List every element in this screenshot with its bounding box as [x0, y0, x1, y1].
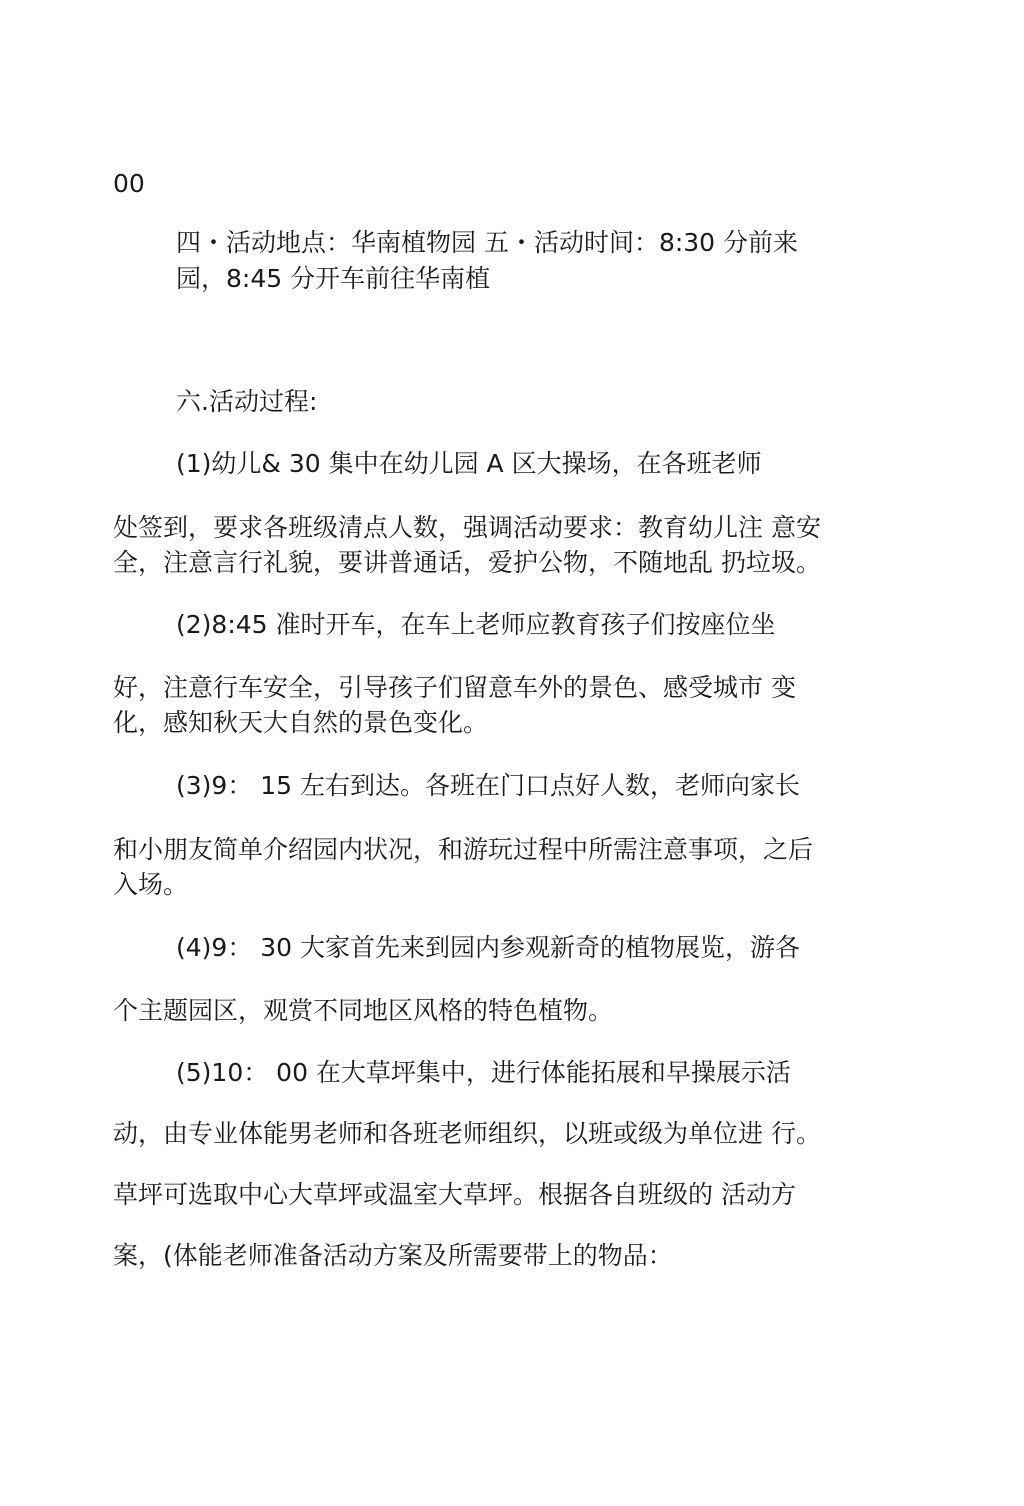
text-line: 好，注意行车安全，引导孩子们留意车外的景色、感受城市 变: [113, 673, 796, 702]
text-line: 园，8:45 分开车前往华南植: [176, 264, 491, 293]
text-line: 处签到，要求各班级清点人数，强调活动要求：教育幼儿注 意安: [113, 513, 821, 542]
text-line: 个主题园区，观赏不同地区风格的特色植物。: [113, 996, 614, 1025]
text-line: (3)9： 15 左右到达。各班在门口点好人数，老师向家长: [176, 771, 801, 800]
text-line: 动，由专业体能男老师和各班老师组织，以班或级为单位进 行。: [113, 1119, 821, 1148]
text-line: 全，注意言行礼貌，要讲普通话，爱护公物，不随地乱 扔垃圾。: [113, 548, 821, 577]
text-line: 00: [113, 169, 145, 198]
section-heading: 六.活动过程:: [176, 387, 318, 416]
text-line: (4)9： 30 大家首先来到园内参观新奇的植物展览，游各: [176, 933, 801, 962]
text-line: 四・活动地点：华南植物园 五・活动时间：8:30 分前来: [176, 228, 799, 257]
text-line: (1)幼儿& 30 集中在幼儿园 A 区大操场，在各班老师: [176, 449, 762, 478]
text-line: (2)8:45 准时开车，在车上老师应教育孩子们按座位坐: [176, 610, 776, 639]
text-line: 化，感知秋天大自然的景色变化。: [113, 708, 489, 737]
text-line: 案，(体能老师准备活动方案及所需要带上的物品：: [113, 1241, 673, 1270]
text-line: (5)10： 00 在大草坪集中，进行体能拓展和早操展示活: [176, 1058, 791, 1087]
text-line: 入场。: [113, 870, 189, 899]
text-line: 和小朋友简单介绍园内状况，和游玩过程中所需注意事项，之后: [113, 835, 814, 864]
text-line: 草坪可选取中心大草坪或温室大草坪。根据各自班级的 活动方: [113, 1180, 796, 1209]
